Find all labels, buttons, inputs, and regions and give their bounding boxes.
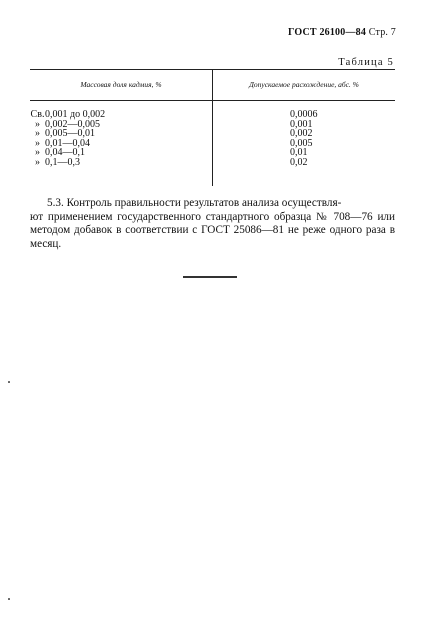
data-table: [30, 69, 395, 186]
scan-speck: [8, 381, 10, 383]
paragraph-body: ют применением государственного стандартного образца № 708—76 или методом добавок в соответствии с ГОСТ 25086—81 не реже одного раза в месяц.: [30, 210, 395, 250]
row-prefix: »: [35, 128, 40, 140]
end-separator-rule: [183, 276, 237, 278]
row-range: 0,1—0,3: [45, 156, 80, 168]
row-range: 0,005—0,01: [45, 128, 95, 140]
paragraph-first-line: 5.3. Контроль правильности результатов анализа осуществля-: [47, 197, 342, 209]
row-prefix: »: [35, 118, 40, 130]
row-value: 0,005: [290, 137, 313, 149]
row-value: 0,001: [290, 118, 313, 130]
tolerance-values: [290, 110, 318, 168]
standard-number: ГОСТ 26100—84: [288, 27, 367, 38]
row-value: 0,0006: [290, 109, 318, 120]
table-title: Таблица 5: [338, 57, 394, 68]
row-range: 0,04—0,1: [45, 147, 85, 159]
page-header: [288, 27, 396, 38]
section-5-3-paragraph: [30, 197, 395, 251]
row-prefix: »: [35, 156, 40, 168]
cadmium-ranges: [30, 110, 105, 168]
page-number: Стр. 7: [368, 27, 396, 38]
row-range: 0,001 до 0,002: [45, 109, 106, 120]
column-header-cadmium: Массовая доля кадмия, %: [80, 80, 162, 89]
row-range: 0,002—0,005: [45, 118, 100, 130]
row-prefix: Св.: [30, 109, 45, 120]
row-value: 0,01: [290, 147, 308, 159]
table-row: [30, 158, 105, 168]
row-value: 0,002: [290, 128, 313, 140]
row-value: 0,02: [290, 156, 308, 168]
row-prefix: »: [35, 147, 40, 159]
row-range: 0,01—0,04: [45, 137, 90, 149]
scan-speck: [8, 598, 10, 600]
row-prefix: »: [35, 137, 40, 149]
column-header-tolerance: Допускаемое расхождение, абс. %: [249, 80, 359, 89]
